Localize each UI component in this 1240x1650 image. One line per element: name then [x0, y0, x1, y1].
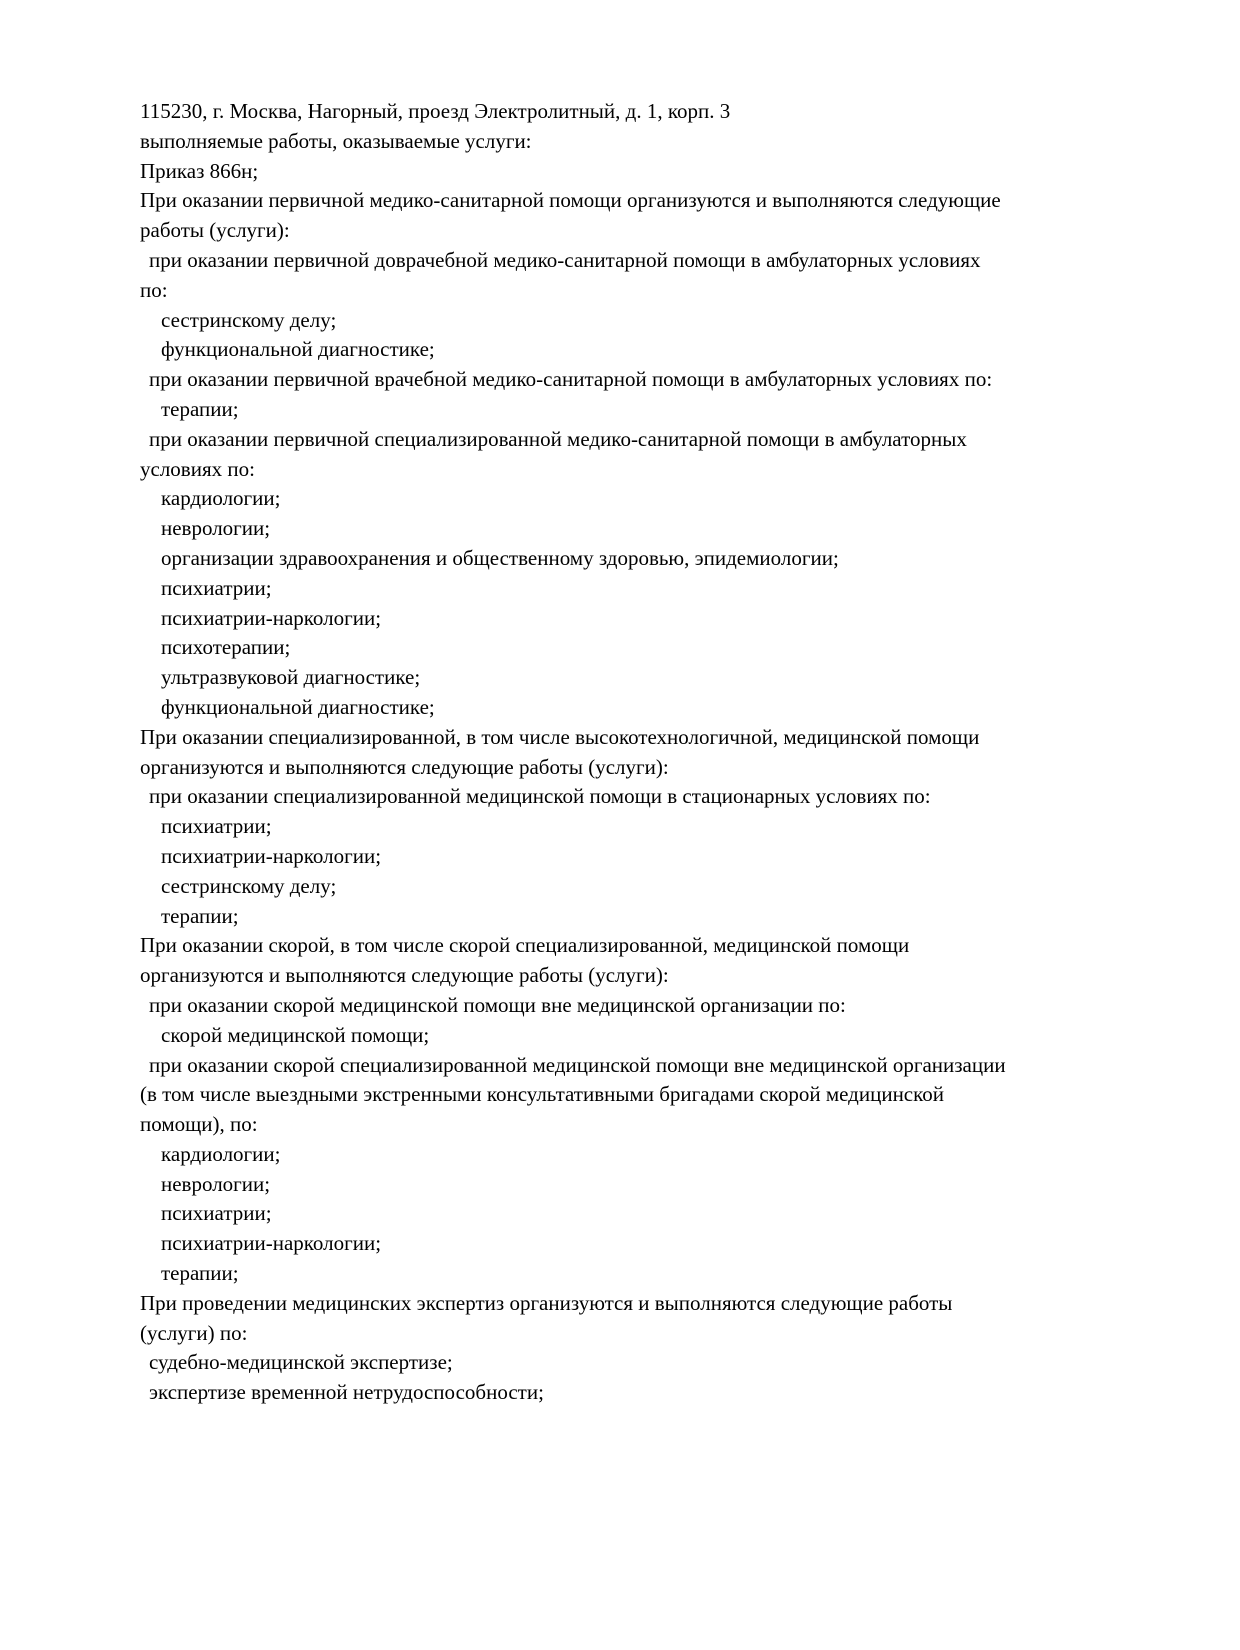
text-line: психиатрии-наркологии; [161, 1231, 382, 1256]
text-line: неврологии; [161, 516, 271, 541]
text-line: (в том числе выездными экстренными консультативными бригадами скорой медицинской [140, 1082, 944, 1107]
text-line: неврологии; [161, 1171, 271, 1196]
text-line: При проведении медицинских экспертиз организуются и выполняются следующие работы [140, 1290, 953, 1315]
text-line: при оказании первичной врачебной медико-санитарной помощи в амбулаторных условиях по: [149, 367, 993, 392]
text-line: функциональной диагностике; [161, 337, 435, 362]
text-line: При оказании специализированной, в том числе высокотехнологичной, медицинской помощи [140, 724, 980, 749]
text-line: при оказании первичной специализированной медико-санитарной помощи в амбулаторных [149, 426, 967, 451]
text-line: психиатрии; [161, 814, 272, 839]
text-line: 115230, г. Москва, Нагорный, проезд Электролитный, д. 1, корп. 3 [140, 99, 731, 123]
text-line: (услуги) по: [140, 1320, 248, 1345]
text-line: организации здравоохранения и общественному здоровью, эпидемиологии; [161, 545, 839, 570]
text-line: помощи), по: [140, 1112, 258, 1137]
text-line: организуются и выполняются следующие работы (услуги): [140, 754, 669, 779]
text-line: кардиологии; [161, 1141, 281, 1166]
text-line: сестринскому делу; [161, 873, 337, 898]
text-line: по: [140, 277, 168, 302]
text-line: при оказании скорой специализированной медицинской помощи вне медицинской организации [149, 1052, 1006, 1077]
text-line: терапии; [161, 1261, 239, 1286]
text-line: психиатрии-наркологии; [161, 605, 382, 630]
text-line: работы (услуги): [140, 218, 290, 243]
text-line: терапии; [161, 396, 239, 421]
text-line: судебно-медицинской экспертизе; [149, 1350, 453, 1375]
text-line: психиатрии; [161, 575, 272, 600]
text-line: терапии; [161, 903, 239, 928]
text-line: экспертизе временной нетрудоспособности; [149, 1380, 544, 1405]
text-line: психиатрии-наркологии; [161, 843, 382, 868]
text-line: При оказании первичной медико-санитарной помощи организуются и выполняются следующие [140, 188, 1001, 213]
text-line: условиях по: [140, 456, 255, 481]
text-line: выполняемые работы, оказываемые услуги: [140, 128, 532, 153]
text-line: организуются и выполняются следующие работы (услуги): [140, 963, 669, 988]
text-line: кардиологии; [161, 486, 281, 511]
text-line: При оказании скорой, в том числе скорой специализированной, медицинской помощи [140, 933, 910, 958]
text-line: ультразвуковой диагностике; [161, 665, 421, 690]
text-line: при оказании скорой медицинской помощи вне медицинской организации по: [149, 992, 846, 1017]
text-line: сестринскому делу; [161, 307, 337, 332]
text-line: при оказании первичной доврачебной медико-санитарной помощи в амбулаторных условиях [149, 247, 981, 272]
text-line: психотерапии; [161, 635, 291, 660]
text-line: Приказ 866н; [140, 158, 259, 183]
document-text-block [140, 97, 1210, 1408]
text-line: скорой медицинской помощи; [161, 1022, 430, 1047]
text-line: психиатрии; [161, 1201, 272, 1226]
text-line: функциональной диагностике; [161, 694, 435, 719]
text-line: при оказании специализированной медицинской помощи в стационарных условиях по: [149, 784, 931, 809]
